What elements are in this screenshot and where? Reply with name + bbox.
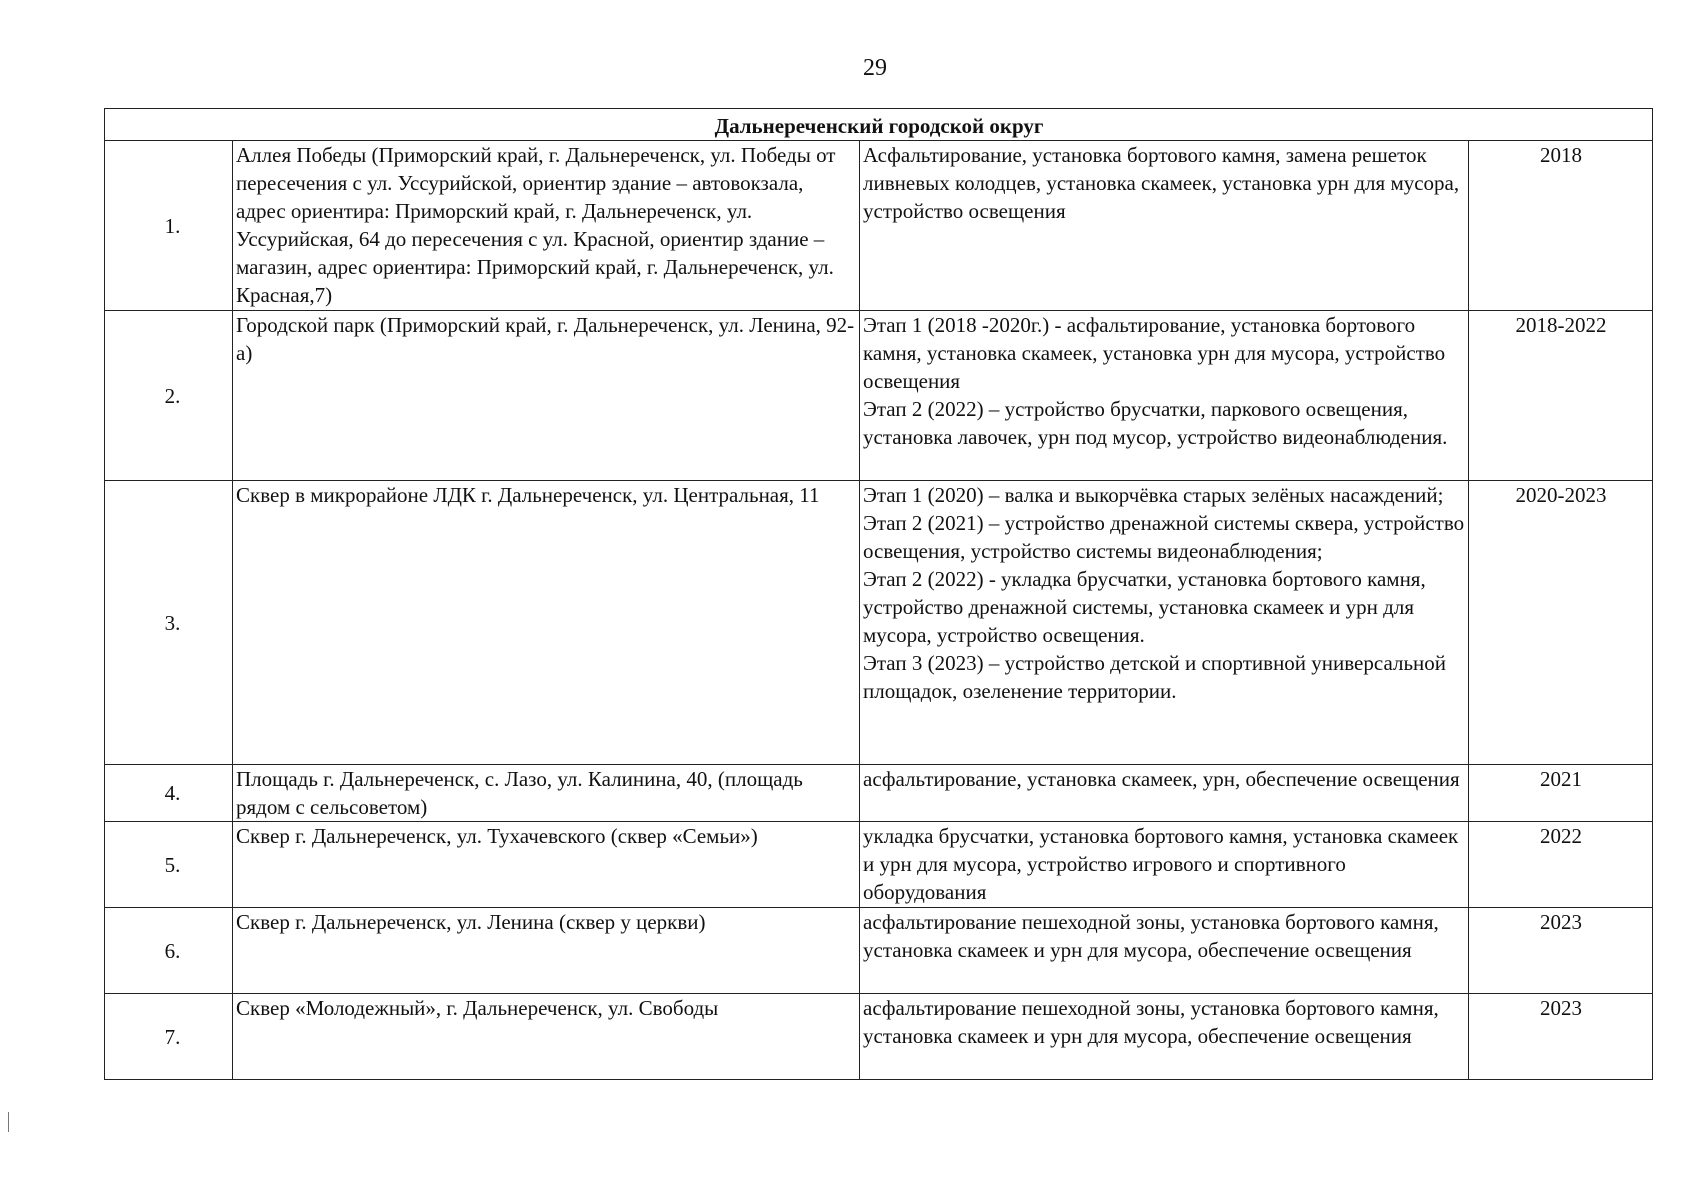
row-number: 2. [105, 311, 233, 481]
works-stage-text: Этап 2 (2022) - укладка брусчатки, установка бортового камня, устройство дренажной системы, установка скамеек и урн для мусора, устройство освещения. [863, 567, 1426, 647]
object-cell: Сквер г. Дальнереченск, ул. Ленина (сквер у церкви) [233, 908, 860, 994]
section-header-row [105, 109, 1653, 141]
works-cell [860, 311, 1469, 481]
year-cell: 2023 [1469, 994, 1653, 1080]
object-cell: Городской парк (Приморский край, г. Дальнереченск, ул. Ленина, 92-а) [233, 311, 860, 481]
works-cell [860, 765, 1469, 822]
table-row [105, 141, 1653, 311]
row-number: 1. [105, 141, 233, 311]
row-number: 6. [105, 908, 233, 994]
works-text: асфальтирование пешеходной зоны, установка бортового камня, установка скамеек и урн для мусора, обеспечение освещения [863, 996, 1439, 1048]
table-row [105, 311, 1653, 481]
works-cell [860, 481, 1469, 765]
year-cell: 2021 [1469, 765, 1653, 822]
object-cell: Сквер г. Дальнереченск, ул. Тухачевского (сквер «Семьи») [233, 822, 860, 908]
table-row [105, 994, 1653, 1080]
row-number: 3. [105, 481, 233, 765]
territories-table [104, 108, 1653, 1080]
works-text: асфальтирование пешеходной зоны, установка бортового камня, установка скамеек и урн для мусора, обеспечение освещения [863, 910, 1439, 962]
works-text: асфальтирование, установка скамеек, урн, обеспечение освещения [863, 767, 1460, 791]
year-cell: 2020-2023 [1469, 481, 1653, 765]
works-stage-text: Этап 2 (2022) – устройство брусчатки, паркового освещения, установка лавочек, урн под мусор, устройство видеонаблюдения. [863, 397, 1448, 449]
row-number: 4. [105, 765, 233, 822]
year-cell: 2018-2022 [1469, 311, 1653, 481]
table-row [105, 822, 1653, 908]
section-title: Дальнереченский городской округ [105, 109, 1653, 141]
works-text: Асфальтирование, установка бортового камня, замена решеток ливневых колодцев, установка скамеек, установка урн для мусора, устройство освещения [863, 143, 1460, 223]
works-stage-text: Этап 1 (2020) – валка и выкорчёвка старых зелёных насаждений; [863, 483, 1444, 507]
scan-artifact [8, 1112, 9, 1132]
works-stage-text: Этап 3 (2023) – устройство детской и спортивной универсальной площадок, озеленение территории. [863, 651, 1446, 703]
row-number: 7. [105, 994, 233, 1080]
object-cell: Площадь г. Дальнереченск, с. Лазо, ул. Калинина, 40, (площадь рядом с сельсоветом) [233, 765, 860, 822]
object-cell: Аллея Победы (Приморский край, г. Дальнереченск, ул. Победы от пересечения с ул. Уссурийской, ориентир здание – автовокзала, адрес ориентира: Приморский край, г. Дальнереченск, ул. Уссурийская, 64 до пересечения с ул. Красной, ориентир здание – магазин, адрес ориентира: Приморский край, г. Дальнереченск, ул. Красная,7) [233, 141, 860, 311]
works-stage-text: Этап 2 (2021) – устройство дренажной системы сквера, устройство освещения, устройство системы видеонаблюдения; [863, 511, 1465, 563]
works-cell [860, 141, 1469, 311]
object-cell: Сквер «Молодежный», г. Дальнереченск, ул. Свободы [233, 994, 860, 1080]
object-cell: Сквер в микрорайоне ЛДК г. Дальнереченск, ул. Центральная, 11 [233, 481, 860, 765]
table-row [105, 765, 1653, 822]
year-cell: 2022 [1469, 822, 1653, 908]
year-cell: 2023 [1469, 908, 1653, 994]
works-cell [860, 822, 1469, 908]
year-cell: 2018 [1469, 141, 1653, 311]
works-stage-text: Этап 1 (2018 -2020г.) - асфальтирование, установка бортового камня, установка скамеек, установка урн для мусора, устройство освещения [863, 313, 1446, 393]
works-cell [860, 908, 1469, 994]
works-cell [860, 994, 1469, 1080]
table-row [105, 481, 1653, 765]
table-row [105, 908, 1653, 994]
page-number: 29 [863, 55, 887, 81]
row-number: 5. [105, 822, 233, 908]
works-text: укладка брусчатки, установка бортового камня, установка скамеек и урн для мусора, устройство игрового и спортивного оборудования [863, 824, 1459, 904]
